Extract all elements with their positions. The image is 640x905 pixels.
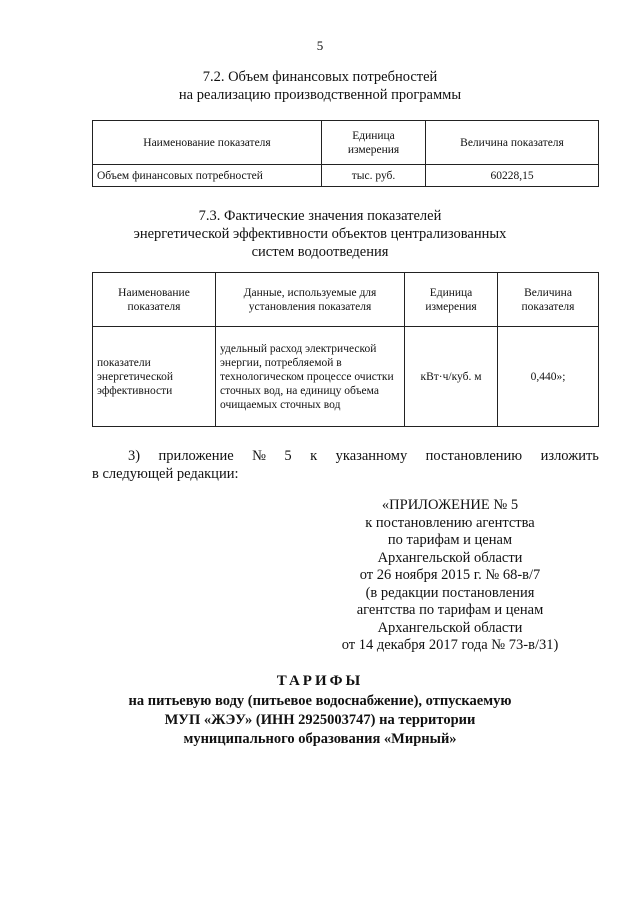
- section-7-2-heading: [0, 68, 640, 104]
- appendix-line: Архангельской области: [377, 549, 523, 566]
- appendix-reference: [330, 497, 570, 655]
- word: приложение: [158, 448, 234, 464]
- word: к: [310, 448, 318, 464]
- word: изложить: [540, 448, 599, 464]
- subtitle-line: муниципального образования «Мирный»: [183, 731, 457, 747]
- word: указанному: [335, 448, 408, 464]
- appendix-line: к постановлению агентства: [365, 514, 535, 531]
- table-cell: показатели энергетической эффективности: [93, 327, 216, 427]
- word: 3): [128, 448, 141, 464]
- financial-needs-table: [92, 120, 599, 187]
- table-cell: 0,440»;: [498, 327, 599, 427]
- table-cell: кВт·ч/куб. м: [405, 327, 498, 427]
- heading-line: систем водоотведения: [251, 244, 389, 260]
- appendix-line: (в редакции постановления: [365, 584, 535, 601]
- heading-line: энергетической эффективности объектов централизованных: [133, 226, 507, 242]
- page-number: 5: [316, 38, 324, 53]
- energy-efficiency-table: [92, 272, 599, 427]
- word: №: [252, 448, 266, 464]
- table-header-cell: Данные, используемые для установления показателя: [216, 273, 405, 327]
- heading-line: 7.3. Фактические значения показателей: [198, 208, 442, 224]
- appendix-line: по тарифам и ценам: [387, 532, 513, 548]
- subtitle-line: на питьевую воду (питьевое водоснабжение), отпускаемую: [128, 693, 512, 709]
- appendix-line: от 26 ноября 2015 г. № 68-в/7: [359, 567, 541, 583]
- appendix-line: от 14 декабря 2017 года № 73-в/31): [341, 637, 559, 653]
- heading-line: на реализацию производственной программы: [178, 87, 462, 103]
- appendix-line: «ПРИЛОЖЕНИЕ № 5: [381, 497, 519, 513]
- section-7-3-heading: [0, 207, 640, 261]
- tariffs-title: ТАРИФЫ: [276, 673, 364, 689]
- table-header-cell: Единица измерения: [322, 121, 426, 165]
- subtitle-line: МУП «ЖЭУ» (ИНН 2925003747) на территории: [164, 712, 476, 728]
- tariffs-subtitle: [0, 692, 640, 749]
- paragraph-line: [92, 447, 599, 465]
- appendix-line: агентства по тарифам и ценам: [356, 602, 544, 618]
- table-header-cell: Наименование показателя: [93, 273, 216, 327]
- table-cell: тыс. руб.: [322, 165, 426, 187]
- word: постановлению: [425, 448, 523, 464]
- table-cell: 60228,15: [426, 165, 599, 187]
- table-header-cell: Единица измерения: [405, 273, 498, 327]
- table-header-cell: Величина показателя: [426, 121, 599, 165]
- table-cell: Объем финансовых потребностей: [93, 165, 322, 187]
- table-header-cell: Наименование показателя: [93, 121, 322, 165]
- paragraph-line: в следующей редакции:: [92, 466, 239, 482]
- heading-line: 7.2. Объем финансовых потребностей: [202, 69, 438, 85]
- amendment-paragraph: [92, 447, 599, 483]
- table-header-cell: Величина показателя: [498, 273, 599, 327]
- table-cell: удельный расход электрической энергии, потребляемой в технологическом процессе очистки сточных вод, на единицу объема очищаемых сточных вод: [216, 327, 405, 427]
- appendix-line: Архангельской области: [377, 619, 523, 636]
- word: 5: [284, 448, 292, 464]
